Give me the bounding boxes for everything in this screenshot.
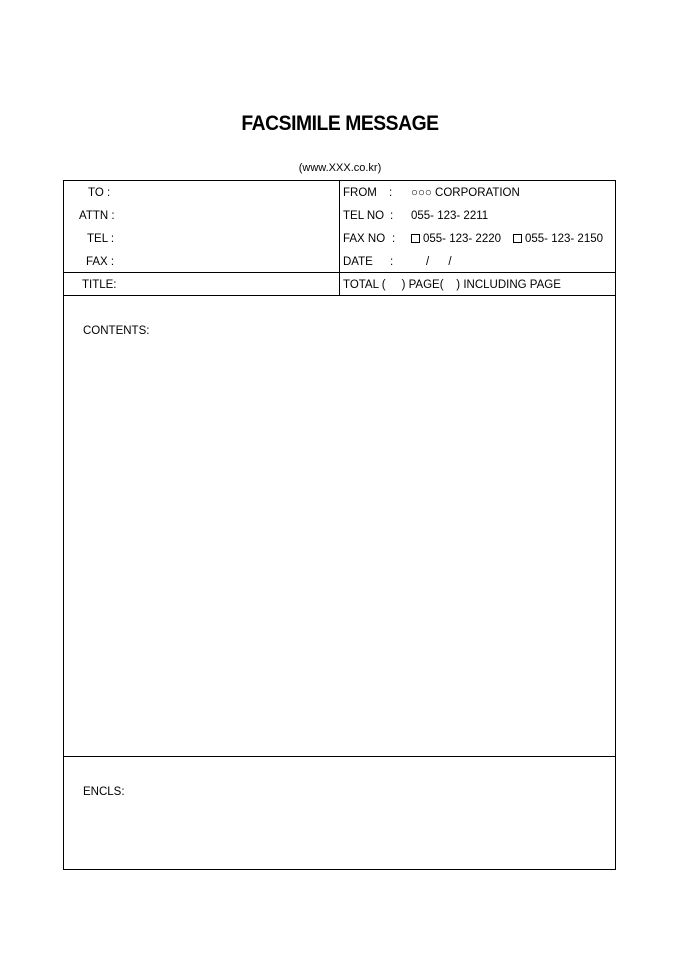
- encls-label: ENCLS:: [83, 786, 125, 798]
- telno-value: 055- 123- 2211: [411, 210, 489, 222]
- to-field[interactable]: TO :: [88, 187, 111, 199]
- date-value[interactable]: / /: [426, 256, 452, 268]
- from-value: ○○○ CORPORATION: [411, 187, 520, 199]
- from-label: FROM: [343, 187, 377, 199]
- fax-field[interactable]: FAX :: [86, 256, 115, 268]
- document-title: FACSIMILE MESSAGE: [241, 112, 439, 135]
- fax-option-1[interactable]: [411, 232, 501, 246]
- contents-area[interactable]: [64, 296, 615, 756]
- website-text: (www.XXX.co.kr): [298, 162, 382, 174]
- telno-colon: :: [390, 210, 394, 222]
- title-field[interactable]: TITLE:: [82, 279, 117, 291]
- from-colon: :: [389, 187, 393, 199]
- checkbox-icon[interactable]: [513, 234, 522, 243]
- faxno-label: FAX NO: [343, 233, 386, 245]
- enclosures-area[interactable]: [64, 757, 615, 869]
- date-label: DATE: [343, 256, 373, 268]
- telno-label: TEL NO: [343, 210, 385, 222]
- contents-label: CONTENTS:: [83, 325, 150, 337]
- fax-option-2-label: 055- 123- 2150: [525, 233, 604, 245]
- fax-option-1-label: 055- 123- 2220: [423, 233, 502, 245]
- column-divider: [339, 181, 340, 295]
- date-colon: :: [390, 256, 394, 268]
- faxno-colon: :: [392, 233, 396, 245]
- tel-field[interactable]: TEL :: [87, 233, 115, 245]
- attn-field[interactable]: ATTN :: [79, 210, 115, 222]
- fax-form: [63, 180, 616, 870]
- total-pages-field[interactable]: TOTAL ( ) PAGE( ) INCLUDING PAGE: [343, 279, 561, 291]
- fax-option-2[interactable]: [513, 232, 603, 246]
- checkbox-icon[interactable]: [411, 234, 420, 243]
